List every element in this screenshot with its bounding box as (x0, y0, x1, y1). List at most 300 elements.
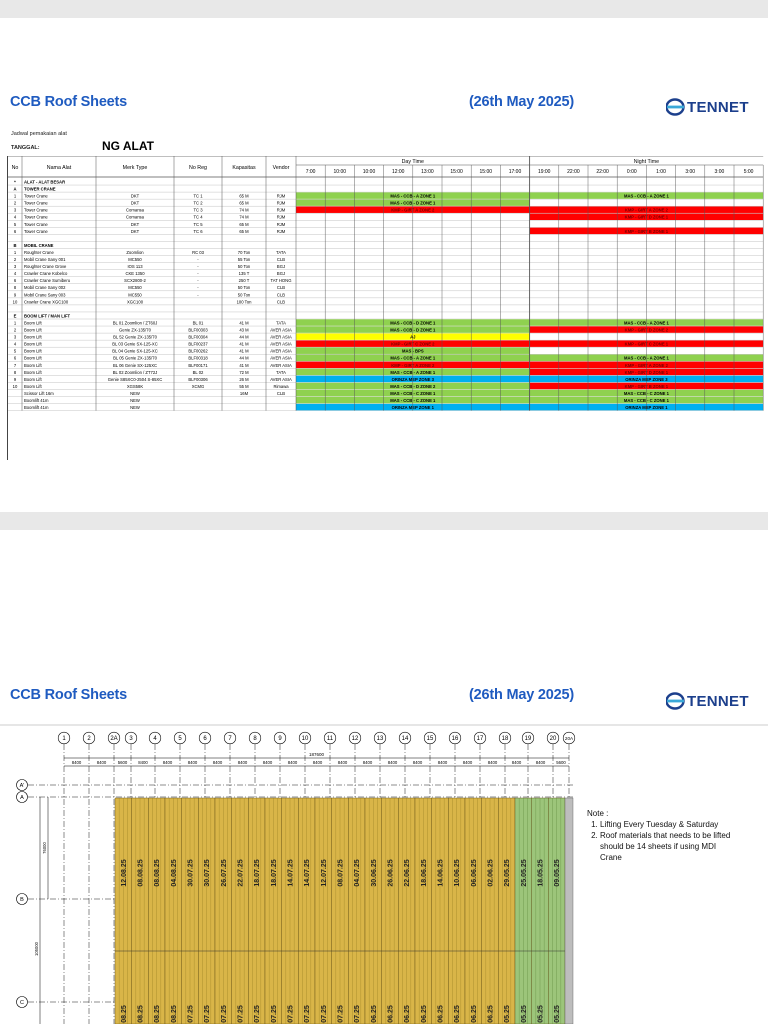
schedule-row (8, 228, 763, 235)
cell-capacity: 16M (239, 390, 249, 396)
total-dimension: 187600 (308, 752, 325, 757)
cell-name: Mobil Crane Sany 002 (24, 285, 66, 291)
cell-merk: NEW (130, 398, 140, 403)
gridline-label: 14 (401, 736, 409, 742)
cell-reg: - (197, 264, 199, 270)
cell-reg: BLF00237 (188, 341, 208, 347)
cell-reg: TC 2 (193, 200, 203, 206)
day-assignment-label: MAS - CCB - A ZONE 1 (390, 193, 436, 199)
bay-date-label-lower: 07.25 (204, 1005, 212, 1023)
bay-dimension: 8400 (287, 760, 298, 765)
bay-date-label-lower: 07.25 (337, 1005, 345, 1023)
cell-name: Mobil Crane Sany 001 (24, 257, 66, 262)
cell-vendor: AVER ASIA (270, 355, 292, 361)
day-assignment-label: MAS - CCB - D ZONE 2 (390, 383, 436, 389)
bay-date-label: 10.06.25 (454, 859, 462, 887)
hour-header: 22:00 (567, 169, 580, 175)
note-item-2: 2. Roof materials that needs to be lifted should be 14 sheets if using MDI Crane (600, 830, 737, 863)
bay-date-label-lower: 08.25 (137, 1005, 145, 1023)
cell-merk: CKE 1350 (125, 271, 145, 277)
gridline-label: 13 (376, 736, 384, 742)
cell-no: 3 (13, 334, 17, 340)
cell-no: B (13, 242, 17, 248)
hour-header: 7:00 (305, 169, 316, 175)
cell-vendor: RJM (276, 207, 286, 213)
slide2-date: (26th May 2025) (469, 687, 574, 703)
schedule-row (8, 278, 763, 284)
cell-no: 6 (13, 228, 17, 234)
schedule-row (8, 199, 763, 206)
gridline-label: 5 (178, 736, 182, 742)
cell-reg: BLF00303 (188, 327, 208, 333)
cell-name: Crawler Crane Sumiberu (24, 278, 71, 284)
row-label: A (20, 795, 24, 801)
schedule-row (8, 326, 763, 333)
bay-date-label-lower: 07.25 (187, 1005, 195, 1023)
hour-header: 10:00 (333, 169, 347, 175)
night-assignment-label: ORINZA MEP ZONE 3 (625, 376, 668, 382)
cell-reg: RC 03 (192, 249, 204, 255)
cell-name: Boom Lift (24, 341, 42, 347)
cell-capacity: 50 Ton (237, 285, 251, 291)
cell-name: Boom Lift (24, 369, 42, 375)
cell-name: Tower Crane (24, 221, 48, 227)
end-bay-sheet (565, 798, 573, 1024)
bay-dimension: 8400 (437, 760, 448, 765)
gridline-label: 6 (203, 736, 207, 742)
bay-date-label: 08.08.25 (137, 859, 145, 887)
bay-date-label: 29.05.25 (504, 859, 512, 887)
gridline-label: 3 (129, 736, 133, 742)
cell-no: 9 (13, 292, 17, 298)
roof-bay (365, 798, 382, 1024)
cell-capacity: 100 Ton (236, 299, 252, 305)
cell-no: 9 (13, 376, 17, 382)
cell-name: Tower Crane (24, 200, 48, 206)
cell-capacity: 135 T (238, 271, 250, 277)
bay-dimension: 8400 (237, 760, 248, 765)
bay-date-label: 14.06.25 (437, 859, 445, 887)
cell-merk: MC550 (128, 257, 142, 262)
cell-no: 1 (13, 193, 17, 199)
bay-dimension: 8400 (337, 760, 348, 765)
cell-no: E (13, 313, 17, 319)
hour-header: 1:00 (656, 169, 666, 175)
slide1-title: CCB Roof Sheets (10, 94, 128, 110)
night-assignment-label: MAS - CCB - A ZONE 1 (623, 320, 669, 326)
night-assignment-label: KMP - GIRT A ZONE 2 (624, 362, 668, 368)
cell-vendor: AVER ASIA (270, 376, 292, 382)
form-date-label: TANGGAL: (11, 145, 40, 151)
schedule-row (8, 299, 763, 305)
cell-name: Boom Lift (24, 327, 42, 333)
roof-bay (182, 798, 199, 1024)
roof-bay (198, 798, 215, 1024)
roof-bay (298, 798, 315, 1024)
schedule-row (8, 243, 763, 249)
cell-reg: XCMG (191, 383, 205, 389)
night-assignment-label: KMP - GIRT D ZONE 1 (624, 214, 669, 220)
cell-capacity: 65 M (239, 221, 249, 227)
cell-merk: Genie S85XC0-2504 S-85XC (107, 376, 163, 382)
hour-header: 5:00 (743, 169, 754, 175)
bay-date-label: 14.07.25 (287, 859, 295, 887)
gridline-label: 15 (426, 736, 434, 742)
cell-no: 5 (13, 348, 17, 354)
roof-bay (398, 798, 415, 1024)
cell-vendor: RJM (276, 221, 286, 227)
schedule-row (8, 383, 763, 390)
cell-reg: - (197, 257, 199, 262)
cell-name: Scissor Lift 16m (24, 390, 54, 396)
cell-reg: BL 01 (192, 320, 204, 326)
night-assignment-label: MAS - CCB - A ZONE 1 (623, 355, 669, 361)
cell-vendor: CLB (276, 299, 286, 305)
cell-no: * (14, 179, 16, 185)
bay-date-label: 14.07.25 (304, 859, 312, 887)
cell-no: 5 (13, 221, 17, 227)
bay-date-label-lower: 06.25 (454, 1005, 462, 1023)
hour-header: 12:00 (391, 169, 405, 175)
cell-capacity: 41 M (239, 362, 249, 368)
bay-date-label-lower: 05.25 (554, 1005, 562, 1023)
bay-date-label: 18.05.25 (537, 859, 545, 887)
hour-header: 19:00 (537, 169, 551, 175)
gridline-label: 10 (301, 736, 309, 742)
cell-merk: BL 06 Genie SX-125XC (112, 362, 158, 368)
night-time-header: Night Time (633, 159, 660, 165)
roof-bay (382, 798, 399, 1024)
cell-reg: BLF00262 (188, 348, 208, 354)
cell-no: 4 (13, 214, 17, 220)
slide1-tennet-logo (666, 98, 749, 116)
row-label: B (20, 897, 24, 903)
cell-capacity: 41 M (239, 348, 249, 354)
night-assignment-label: MAS - CCB - C ZONE 1 (623, 398, 669, 403)
night-assignment-label: KMP - GIRT C ZONE 1 (624, 341, 669, 347)
bay-dimension: 8400 (312, 760, 323, 765)
cell-reg: BLF00318 (188, 355, 208, 361)
bay-date-label-lower: 07.25 (354, 1005, 362, 1023)
bay-date-label: 25.05.25 (520, 859, 528, 887)
lifting-note (587, 808, 737, 863)
side-dimension: 76000 (42, 842, 47, 854)
cell-no: 10 (12, 299, 18, 305)
schedule-row (8, 319, 763, 326)
cell-capacity: 250 T (238, 278, 250, 284)
schedule-row (8, 187, 763, 193)
gridline-label: 2 (87, 736, 91, 742)
schedule-row (8, 313, 763, 319)
bay-dimension: 8400 (462, 760, 473, 765)
cell-merk: MC550 (128, 292, 142, 298)
hour-header: 17:00 (508, 169, 522, 175)
row-label: C (20, 1000, 24, 1006)
night-assignment-label: MAS - CCB - C ZONE 1 (623, 390, 669, 396)
gridline-label: 12 (351, 736, 359, 742)
schedule-row (8, 292, 763, 298)
gridline-label: 16 (451, 736, 459, 742)
hour-header: 15:00 (479, 169, 493, 175)
cell-merk: BL 01 Zoomlion / ZT60J (112, 320, 158, 326)
bay-dimension: 8400 (362, 760, 373, 765)
cell-name: TOWER CRANE (24, 186, 56, 192)
bay-date-label: 02.06.25 (487, 859, 495, 887)
cell-reg: - (197, 271, 199, 277)
night-assignment-label: KMP - GIRT A ZONE 2 (624, 207, 668, 213)
bay-dimension: 8400 (262, 760, 273, 765)
roof-bay (165, 798, 182, 1024)
day-assignment-label: AJ (410, 334, 416, 340)
cell-no: 8 (13, 369, 17, 375)
note-list (600, 819, 737, 863)
hour-header: 0:00 (626, 169, 637, 175)
cell-vendor: CLB (276, 292, 286, 298)
gridline-label: 1 (62, 736, 66, 742)
cell-capacity: 44 M (239, 334, 249, 340)
roof-bay (548, 798, 565, 1024)
cell-no: 2 (13, 327, 17, 333)
cell-merk: NEW (130, 390, 140, 396)
cell-no: 2 (13, 200, 17, 206)
day-assignment-label: MAS - CCB - A ZONE 1 (390, 369, 436, 375)
roof-bay (348, 798, 365, 1024)
schedule-row (8, 214, 763, 221)
hour-header: 3:00 (714, 169, 725, 175)
cell-reg: - (197, 285, 199, 291)
cell-name: Boom Lift (24, 383, 42, 389)
col-capacity-header: Kapasitas (232, 165, 256, 171)
bay-date-label-lower: 07.25 (287, 1005, 295, 1023)
bay-date-label-lower: 06.25 (420, 1005, 428, 1023)
roof-bay (515, 798, 532, 1024)
top-strip (0, 0, 768, 18)
schedule-row (8, 333, 763, 340)
cell-capacity: 44 M (239, 355, 249, 361)
bay-date-label: 06.06.25 (470, 859, 478, 887)
bay-date-label-lower: 07.25 (220, 1005, 228, 1023)
roof-bay (415, 798, 432, 1024)
roof-bay (248, 798, 265, 1024)
bay-date-label-lower: 05.25 (504, 1005, 512, 1023)
cell-name: Tower Crane (24, 193, 48, 199)
cell-no: 10 (12, 383, 18, 389)
day-assignment-label: MAS - CCB - C ZONE 1 (390, 398, 436, 403)
schedule-row (8, 348, 763, 355)
cell-capacity: 50 Ton (237, 264, 251, 270)
cell-vendor: RJM (276, 214, 286, 220)
bay-date-label: 18.07.25 (254, 859, 262, 887)
day-assignment-label: KMP - GIRT C ZONE 2 (391, 341, 435, 347)
roof-bay (498, 798, 515, 1024)
bay-date-label-lower: 07.25 (304, 1005, 312, 1023)
bay-date-label-lower: 08.25 (120, 1005, 128, 1023)
row-label: A' (19, 783, 25, 789)
bay-date-label-lower: 06.25 (404, 1005, 412, 1023)
bay-dimension: 5600 (117, 760, 128, 765)
col-merk-header: Merk Type (122, 165, 148, 171)
hour-header: 3:00 (685, 169, 696, 175)
cell-merk: BL 04 Genie SX-125-XC (112, 348, 158, 354)
schedule-row (8, 222, 763, 228)
cell-merk: MC550 (128, 285, 142, 291)
side-dimension: 105000 (34, 942, 39, 956)
bay-date-label: 22.06.25 (404, 859, 412, 887)
cell-capacity: 74 M (239, 207, 249, 213)
cell-vendor: CLB (276, 257, 286, 262)
schedule-row (8, 404, 763, 411)
bay-date-label-lower: 07.25 (237, 1005, 245, 1023)
bay-date-label: 26.07.25 (220, 859, 228, 887)
cell-name: Tower Crane (24, 228, 48, 234)
cell-capacity: 41 M (239, 341, 249, 347)
schedule-row (8, 250, 763, 256)
hour-header: 22:00 (596, 169, 609, 175)
tennet-swoosh-icon-2 (666, 692, 686, 710)
cell-merk: XGC100 (126, 299, 144, 305)
gridline-label: 2A (110, 736, 118, 742)
schedule-row (8, 264, 763, 270)
cell-merk: DKT (130, 221, 140, 227)
cell-name: Boom Lift (24, 355, 42, 361)
cell-vendor: CLB (276, 285, 286, 291)
gridline-label: 20 (549, 736, 557, 742)
bay-date-label: 30.07.25 (187, 859, 195, 887)
bay-date-label: 08.08.25 (154, 859, 162, 887)
cell-name: Crawler Crane Kobelco (24, 271, 68, 277)
roof-bay (315, 798, 332, 1024)
cell-merk: Comansa (126, 214, 144, 220)
cell-reg: TC 4 (193, 214, 203, 220)
roof-bay (115, 798, 132, 1024)
night-assignment-label: MAS - CCB - A ZONE 1 (623, 193, 669, 199)
cell-capacity: 55 M (239, 383, 249, 389)
cell-vendor: RJM (276, 228, 286, 234)
cell-reg: TC 3 (193, 207, 203, 213)
schedule-row (8, 397, 763, 404)
cell-no: 6 (13, 355, 17, 361)
night-assignment-label: ORINZA MEP ZONE 1 (625, 405, 668, 411)
cell-name: Boom Lift (24, 376, 42, 382)
schedule-row (8, 390, 763, 397)
roof-bay (465, 798, 482, 1024)
roof-bay (432, 798, 449, 1024)
cell-vendor: RJM (276, 200, 286, 206)
cell-merk: DKT (130, 228, 140, 234)
gridline-label: 4 (153, 736, 157, 742)
slide1-date: (26th May 2025) (469, 94, 574, 110)
cell-reg: - (197, 292, 199, 298)
cell-reg: TC 1 (193, 193, 203, 199)
cell-name: Roughter Crane (24, 249, 54, 255)
cell-merk: DKT (130, 193, 140, 199)
cell-merk: DKT (130, 200, 140, 206)
schedule-row (8, 362, 763, 369)
cell-name: BOOM LIFT / MAN LIFT (24, 313, 71, 319)
cell-merk: BL 02 Zoomlion / ZT72J (112, 369, 158, 375)
bay-date-label-lower: 08.25 (170, 1005, 178, 1023)
form-header: Jadwal pemakaian alat (11, 131, 67, 137)
bay-date-label-lower: 07.25 (320, 1005, 328, 1023)
cell-capacity: 74 M (239, 214, 249, 220)
cell-capacity: 41 M (239, 320, 249, 326)
cell-no: 7 (13, 362, 17, 368)
roof-bay (482, 798, 499, 1024)
night-assignment-label: KMP - GIRT D ZONE 1 (624, 369, 669, 375)
gridline-label: 17 (476, 736, 484, 742)
cell-name: Boom Lift (24, 348, 42, 354)
bay-date-label: 04.08.25 (170, 859, 178, 887)
cell-capacity: 50 Ton (237, 292, 251, 298)
cell-capacity: 65 M (239, 200, 249, 206)
cell-name: Crawler Crane XGC100 (24, 299, 69, 305)
bay-date-label: 09.05.25 (554, 859, 562, 887)
col-reg-header: No Reg (189, 165, 207, 171)
bay-date-label-lower: 07.25 (270, 1005, 278, 1023)
schedule-row (8, 376, 763, 383)
cell-reg: BL 02 (192, 369, 204, 375)
gridline-label: 20A (564, 736, 574, 741)
bay-date-label: 12.08.25 (120, 859, 128, 887)
roof-bay (282, 798, 299, 1024)
day-assignment-label: MAS - BPS (401, 348, 424, 354)
bay-date-label: 18.07.25 (270, 859, 278, 887)
bay-dimension: 8400 (387, 760, 398, 765)
cell-name: Mobil Crane Sany 003 (24, 292, 66, 298)
bay-dimension: 8400 (71, 760, 82, 765)
schedule-row (8, 207, 763, 214)
bay-dimension: 8400 (212, 760, 223, 765)
gridline-label: 11 (326, 736, 334, 742)
bay-date-label: 18.06.25 (420, 859, 428, 887)
roof-bay (232, 798, 249, 1024)
cell-vendor: Rimawa (273, 383, 289, 389)
gridline-label: 8 (253, 736, 257, 742)
roof-plan-drawing (0, 722, 768, 1024)
cell-vendor: TATA (276, 249, 286, 255)
cell-name: Boom Lift (24, 334, 42, 340)
bay-date-label: 26.06.25 (387, 859, 395, 887)
note-item-1: 1. Lifting Every Tuesday & Saturday (600, 819, 737, 830)
bay-dimension: 8400 (138, 760, 148, 765)
col-vendor-header: Vendor (272, 165, 290, 171)
cell-name: MOBIL CRANE (24, 242, 54, 248)
cell-name: Boom Lift (24, 362, 42, 368)
cell-vendor: BGJ (276, 271, 286, 277)
hour-header: 10:00 (362, 169, 376, 175)
cell-capacity: 65 M (239, 228, 249, 234)
cell-merk: Comansa (126, 207, 144, 213)
bay-date-label-lower: 06.25 (470, 1005, 478, 1023)
col-name-header: Nama Alat (46, 165, 72, 171)
roof-bay (148, 798, 165, 1024)
bay-date-label-lower: 06.25 (370, 1005, 378, 1023)
bay-dimension: 5600 (556, 760, 566, 765)
bay-date-label-lower: 08.25 (154, 1005, 162, 1023)
cell-vendor: BGJ (276, 264, 286, 270)
cell-no: 4 (13, 271, 17, 277)
roof-bay (132, 798, 149, 1024)
night-assignment-label: KMP - GIRT B ZONE 1 (624, 383, 669, 389)
tennet-swoosh-icon (666, 98, 686, 116)
bay-dimension: 8400 (162, 760, 173, 765)
roof-bay (332, 798, 349, 1024)
cell-no: 4 (13, 341, 17, 347)
bay-date-label: 22.07.25 (237, 859, 245, 887)
cell-capacity: 72 M (239, 369, 249, 375)
cell-capacity: 43 M (239, 327, 249, 333)
day-assignment-label: MAS - CCB - D ZONE 1 (390, 327, 436, 333)
